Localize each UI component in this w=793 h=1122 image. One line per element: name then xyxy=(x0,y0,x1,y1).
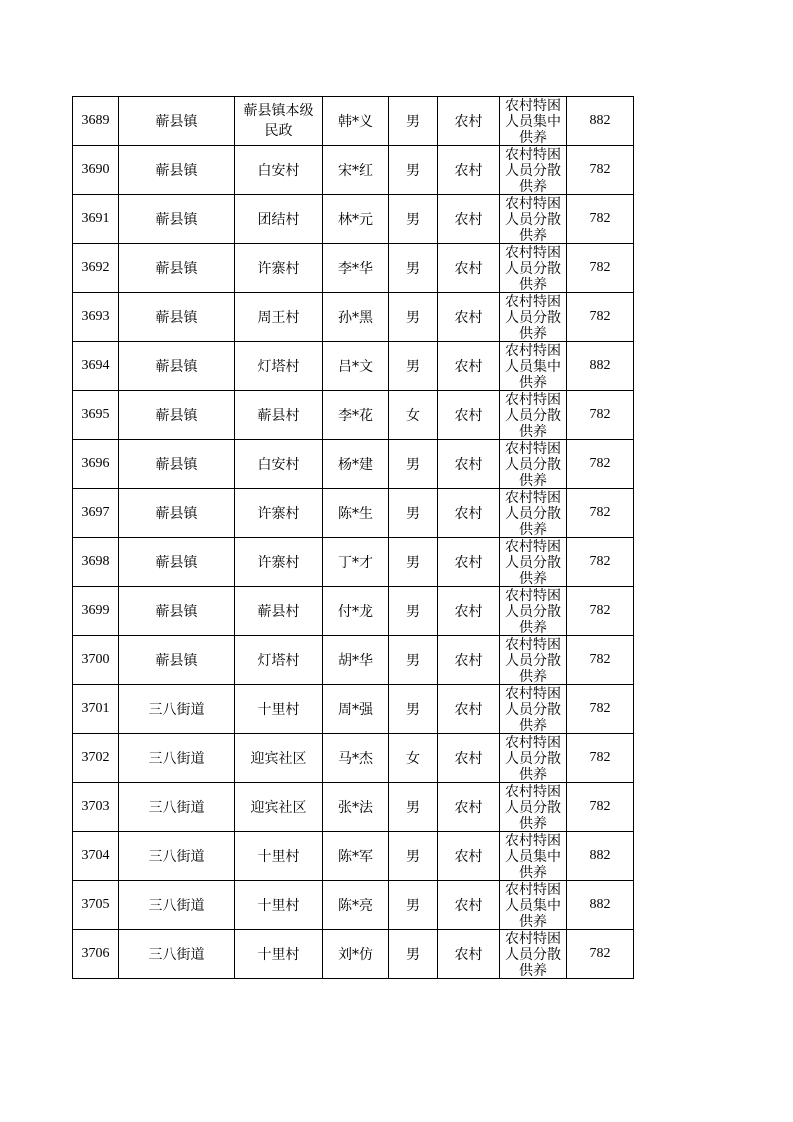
table-row xyxy=(73,832,634,881)
town-cell: 蕲县镇 xyxy=(119,538,235,587)
village-cell: 迎宾社区 xyxy=(235,734,323,783)
area-type-cell: 农村 xyxy=(438,342,500,391)
amount-cell: 782 xyxy=(567,293,634,342)
gender-cell: 男 xyxy=(389,685,438,734)
village-cell: 十里村 xyxy=(235,930,323,979)
village-cell: 许寨村 xyxy=(235,489,323,538)
name-cell: 周*强 xyxy=(323,685,389,734)
amount-cell: 882 xyxy=(567,881,634,930)
serial-number-cell: 3704 xyxy=(73,832,119,881)
area-type-cell: 农村 xyxy=(438,195,500,244)
table-row xyxy=(73,489,634,538)
amount-cell: 782 xyxy=(567,440,634,489)
village-cell: 蕲县村 xyxy=(235,587,323,636)
serial-number-cell: 3691 xyxy=(73,195,119,244)
name-cell: 韩*义 xyxy=(323,97,389,146)
village-cell: 许寨村 xyxy=(235,538,323,587)
town-cell: 蕲县镇 xyxy=(119,587,235,636)
table-row xyxy=(73,146,634,195)
village-cell: 十里村 xyxy=(235,881,323,930)
beneficiary-table xyxy=(72,96,634,979)
serial-number-cell: 3702 xyxy=(73,734,119,783)
category-cell xyxy=(500,391,567,440)
category-text: 农村特困人员分散供养 xyxy=(505,392,561,439)
amount-cell: 882 xyxy=(567,832,634,881)
category-cell xyxy=(500,930,567,979)
serial-number-cell: 3694 xyxy=(73,342,119,391)
category-text: 农村特困人员分散供养 xyxy=(505,539,561,586)
name-cell: 吕*文 xyxy=(323,342,389,391)
village-cell: 蕲县镇本级民政 xyxy=(235,97,323,146)
name-cell: 宋*红 xyxy=(323,146,389,195)
gender-cell: 男 xyxy=(389,587,438,636)
table-body xyxy=(73,97,634,979)
serial-number-cell: 3699 xyxy=(73,587,119,636)
amount-cell: 782 xyxy=(567,489,634,538)
table-row xyxy=(73,342,634,391)
area-type-cell: 农村 xyxy=(438,636,500,685)
table-row xyxy=(73,440,634,489)
gender-cell: 男 xyxy=(389,783,438,832)
town-cell: 三八街道 xyxy=(119,685,235,734)
table-row xyxy=(73,244,634,293)
serial-number-cell: 3701 xyxy=(73,685,119,734)
category-text: 农村特困人员分散供养 xyxy=(505,147,561,194)
area-type-cell: 农村 xyxy=(438,587,500,636)
village-cell: 灯塔村 xyxy=(235,342,323,391)
category-text: 农村特困人员分散供养 xyxy=(505,588,561,635)
gender-cell: 男 xyxy=(389,195,438,244)
area-type-cell: 农村 xyxy=(438,440,500,489)
category-cell xyxy=(500,244,567,293)
area-type-cell: 农村 xyxy=(438,244,500,293)
category-cell xyxy=(500,293,567,342)
serial-number-cell: 3696 xyxy=(73,440,119,489)
name-cell: 孙*黑 xyxy=(323,293,389,342)
town-cell: 三八街道 xyxy=(119,783,235,832)
amount-cell: 782 xyxy=(567,538,634,587)
category-text: 农村特困人员集中供养 xyxy=(505,98,561,145)
village-cell: 灯塔村 xyxy=(235,636,323,685)
category-text: 农村特困人员分散供养 xyxy=(505,294,561,341)
town-cell: 三八街道 xyxy=(119,832,235,881)
category-text: 农村特困人员分散供养 xyxy=(505,784,561,831)
category-text: 农村特困人员分散供养 xyxy=(505,196,561,243)
table-row xyxy=(73,783,634,832)
town-cell: 蕲县镇 xyxy=(119,97,235,146)
category-cell xyxy=(500,783,567,832)
table-row xyxy=(73,293,634,342)
amount-cell: 782 xyxy=(567,244,634,293)
village-cell: 十里村 xyxy=(235,685,323,734)
name-cell: 杨*建 xyxy=(323,440,389,489)
table-row xyxy=(73,195,634,244)
gender-cell: 男 xyxy=(389,489,438,538)
area-type-cell: 农村 xyxy=(438,538,500,587)
gender-cell: 男 xyxy=(389,146,438,195)
category-cell xyxy=(500,97,567,146)
area-type-cell: 农村 xyxy=(438,832,500,881)
name-cell: 张*法 xyxy=(323,783,389,832)
area-type-cell: 农村 xyxy=(438,734,500,783)
serial-number-cell: 3690 xyxy=(73,146,119,195)
gender-cell: 男 xyxy=(389,342,438,391)
category-text: 农村特困人员集中供养 xyxy=(505,343,561,390)
category-cell xyxy=(500,146,567,195)
amount-cell: 782 xyxy=(567,195,634,244)
town-cell: 蕲县镇 xyxy=(119,489,235,538)
name-cell: 李*花 xyxy=(323,391,389,440)
town-cell: 三八街道 xyxy=(119,881,235,930)
table-row xyxy=(73,734,634,783)
village-cell: 白安村 xyxy=(235,440,323,489)
amount-cell: 782 xyxy=(567,391,634,440)
town-cell: 三八街道 xyxy=(119,734,235,783)
serial-number-cell: 3703 xyxy=(73,783,119,832)
village-cell: 迎宾社区 xyxy=(235,783,323,832)
name-cell: 陈*军 xyxy=(323,832,389,881)
category-cell xyxy=(500,538,567,587)
amount-cell: 782 xyxy=(567,685,634,734)
category-cell xyxy=(500,734,567,783)
gender-cell: 男 xyxy=(389,636,438,685)
table-row xyxy=(73,636,634,685)
gender-cell: 男 xyxy=(389,881,438,930)
village-cell: 十里村 xyxy=(235,832,323,881)
amount-cell: 782 xyxy=(567,930,634,979)
category-cell xyxy=(500,195,567,244)
table-row xyxy=(73,587,634,636)
table-row xyxy=(73,685,634,734)
category-text: 农村特困人员分散供养 xyxy=(505,931,561,978)
town-cell: 蕲县镇 xyxy=(119,342,235,391)
town-cell: 蕲县镇 xyxy=(119,195,235,244)
serial-number-cell: 3700 xyxy=(73,636,119,685)
table-row xyxy=(73,930,634,979)
name-cell: 胡*华 xyxy=(323,636,389,685)
gender-cell: 男 xyxy=(389,832,438,881)
category-cell xyxy=(500,342,567,391)
category-cell xyxy=(500,881,567,930)
area-type-cell: 农村 xyxy=(438,685,500,734)
serial-number-cell: 3706 xyxy=(73,930,119,979)
amount-cell: 882 xyxy=(567,342,634,391)
category-cell xyxy=(500,587,567,636)
gender-cell: 女 xyxy=(389,734,438,783)
gender-cell: 男 xyxy=(389,293,438,342)
area-type-cell: 农村 xyxy=(438,293,500,342)
name-cell: 陈*生 xyxy=(323,489,389,538)
town-cell: 三八街道 xyxy=(119,930,235,979)
category-text: 农村特困人员集中供养 xyxy=(505,882,561,929)
category-cell xyxy=(500,489,567,538)
gender-cell: 男 xyxy=(389,244,438,293)
name-cell: 刘*仿 xyxy=(323,930,389,979)
category-cell xyxy=(500,832,567,881)
table-row xyxy=(73,538,634,587)
name-cell: 付*龙 xyxy=(323,587,389,636)
name-cell: 李*华 xyxy=(323,244,389,293)
town-cell: 蕲县镇 xyxy=(119,244,235,293)
area-type-cell: 农村 xyxy=(438,489,500,538)
category-cell xyxy=(500,440,567,489)
town-cell: 蕲县镇 xyxy=(119,636,235,685)
table-row xyxy=(73,881,634,930)
name-cell: 马*杰 xyxy=(323,734,389,783)
name-cell: 丁*才 xyxy=(323,538,389,587)
serial-number-cell: 3698 xyxy=(73,538,119,587)
area-type-cell: 农村 xyxy=(438,146,500,195)
village-cell: 周王村 xyxy=(235,293,323,342)
serial-number-cell: 3697 xyxy=(73,489,119,538)
area-type-cell: 农村 xyxy=(438,881,500,930)
town-cell: 蕲县镇 xyxy=(119,391,235,440)
village-cell: 蕲县村 xyxy=(235,391,323,440)
table-row xyxy=(73,97,634,146)
serial-number-cell: 3695 xyxy=(73,391,119,440)
gender-cell: 男 xyxy=(389,440,438,489)
gender-cell: 男 xyxy=(389,538,438,587)
area-type-cell: 农村 xyxy=(438,783,500,832)
serial-number-cell: 3689 xyxy=(73,97,119,146)
gender-cell: 男 xyxy=(389,97,438,146)
village-cell: 许寨村 xyxy=(235,244,323,293)
amount-cell: 882 xyxy=(567,97,634,146)
serial-number-cell: 3692 xyxy=(73,244,119,293)
town-cell: 蕲县镇 xyxy=(119,293,235,342)
category-text: 农村特困人员分散供养 xyxy=(505,735,561,782)
amount-cell: 782 xyxy=(567,146,634,195)
serial-number-cell: 3705 xyxy=(73,881,119,930)
village-cell: 白安村 xyxy=(235,146,323,195)
area-type-cell: 农村 xyxy=(438,97,500,146)
name-cell: 陈*亮 xyxy=(323,881,389,930)
town-cell: 蕲县镇 xyxy=(119,440,235,489)
serial-number-cell: 3693 xyxy=(73,293,119,342)
category-text: 农村特困人员分散供养 xyxy=(505,637,561,684)
category-text: 农村特困人员分散供养 xyxy=(505,490,561,537)
category-text: 农村特困人员集中供养 xyxy=(505,833,561,880)
amount-cell: 782 xyxy=(567,734,634,783)
name-cell: 林*元 xyxy=(323,195,389,244)
amount-cell: 782 xyxy=(567,636,634,685)
area-type-cell: 农村 xyxy=(438,930,500,979)
area-type-cell: 农村 xyxy=(438,391,500,440)
village-cell: 团结村 xyxy=(235,195,323,244)
amount-cell: 782 xyxy=(567,587,634,636)
category-text: 农村特困人员分散供养 xyxy=(505,245,561,292)
category-text: 农村特困人员分散供养 xyxy=(505,441,561,488)
gender-cell: 女 xyxy=(389,391,438,440)
category-cell xyxy=(500,685,567,734)
gender-cell: 男 xyxy=(389,930,438,979)
town-cell: 蕲县镇 xyxy=(119,146,235,195)
amount-cell: 782 xyxy=(567,783,634,832)
category-cell xyxy=(500,636,567,685)
table-row xyxy=(73,391,634,440)
category-text: 农村特困人员分散供养 xyxy=(505,686,561,733)
